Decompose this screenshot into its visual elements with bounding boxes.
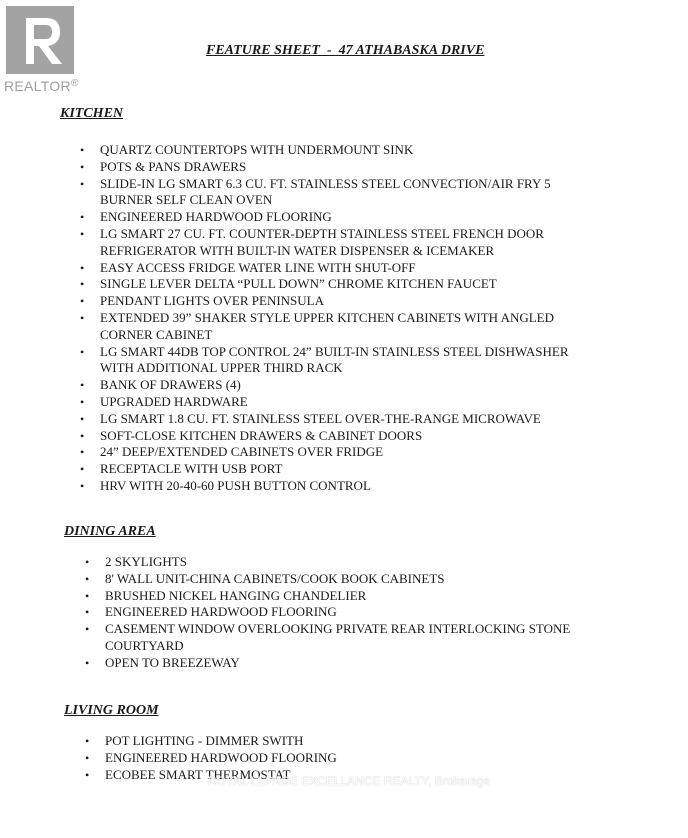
kitchen-feature-item: • EXTENDED 39” SHAKER STYLE UPPER KITCHEN CABINETS WITH ANGLED CORNER CABINET	[80, 310, 575, 344]
dining-feature-item: • 8' WALL UNIT-CHINA CABINETS/COOK BOOK CABINETS	[85, 571, 585, 588]
kitchen-feature-item: • SINGLE LEVER DELTA “PULL DOWN” CHROME KITCHEN FAUCET	[80, 276, 575, 293]
kitchen-feature-item: • LG SMART 27 CU. FT. COUNTER-DEPTH STAINLESS STEEL FRENCH DOOR REFRIGERATOR WITH BUILT-IN WATER DISPENSER & ICEMAKER	[80, 226, 575, 260]
kitchen-feature-item: • UPGRADED HARDWARE	[80, 394, 575, 411]
page-title: FEATURE SHEET - 47 ATHABASKA DRIVE	[206, 43, 485, 58]
dining-feature-item: • ENGINEERED HARDWOOD FLOORING	[85, 604, 585, 621]
realtor-logo-text	[4, 78, 79, 94]
kitchen-feature-item: • ENGINEERED HARDWOOD FLOORING	[80, 209, 575, 226]
kitchen-feature-item: • POTS & PANS DRAWERS	[80, 159, 575, 176]
dining-feature-item: • OPEN TO BREEZEWAY	[85, 655, 585, 672]
kitchen-feature-item: • SLIDE-IN LG SMART 6.3 CU. FT. STAINLESS STEEL CONVECTION/AIR FRY 5 BURNER SELF CLEAN OVEN	[80, 176, 575, 210]
realtor-logo-word: REALTOR	[4, 78, 71, 94]
kitchen-feature-item: • LG SMART 1.8 CU. FT. STAINLESS STEEL OVER-THE-RANGE MICROWAVE	[80, 411, 575, 428]
realtor-logo-mark	[6, 6, 74, 74]
kitchen-feature-item: • EASY ACCESS FRIDGE WATER LINE WITH SHUT-OFF	[80, 260, 575, 277]
kitchen-feature-list	[80, 142, 575, 495]
realtor-r-icon	[6, 6, 74, 74]
living-feature-item: • ENGINEERED HARDWOOD FLOORING	[85, 750, 585, 767]
realtor-logo-trademark: ®	[70, 78, 79, 89]
dining-feature-item: • BRUSHED NICKEL HANGING CHANDELIER	[85, 588, 585, 605]
kitchen-feature-item: • BANK OF DRAWERS (4)	[80, 377, 575, 394]
kitchen-feature-item: • SOFT-CLOSE KITCHEN DRAWERS & CABINET DOORS	[80, 428, 575, 445]
kitchen-heading: KITCHEN	[60, 106, 124, 121]
living-heading: LIVING ROOM	[64, 703, 159, 718]
living-feature-item: • ECOBEE SMART THERMOSTAT	[85, 767, 585, 784]
kitchen-feature-item: • HRV WITH 20-40-60 PUSH BUTTON CONTROL	[80, 478, 575, 495]
dining-feature-item: • 2 SKYLIGHTS	[85, 554, 585, 571]
brokerage-watermark: ROYAL LEPAGE EXCELLANCE REALTY, Brokerage	[208, 774, 491, 788]
dining-feature-item: • CASEMENT WINDOW OVERLOOKING PRIVATE REAR INTERLOCKING STONE COURTYARD	[85, 621, 585, 655]
living-feature-item: • POT LIGHTING - DIMMER SWITH	[85, 733, 585, 750]
dining-heading: DINING AREA	[64, 524, 156, 539]
kitchen-feature-item: • LG SMART 44DB TOP CONTROL 24” BUILT-IN STAINLESS STEEL DISHWASHER WITH ADDITIONAL UPPER THIRD RACK	[80, 344, 575, 378]
kitchen-feature-item: • QUARTZ COUNTERTOPS WITH UNDERMOUNT SINK	[80, 142, 575, 159]
realtor-logo	[4, 4, 80, 94]
kitchen-feature-item: • 24” DEEP/EXTENDED CABINETS OVER FRIDGE	[80, 444, 575, 461]
kitchen-feature-item: • RECEPTACLE WITH USB PORT	[80, 461, 575, 478]
dining-feature-list	[85, 554, 585, 672]
kitchen-feature-item: • PENDANT LIGHTS OVER PENINSULA	[80, 293, 575, 310]
